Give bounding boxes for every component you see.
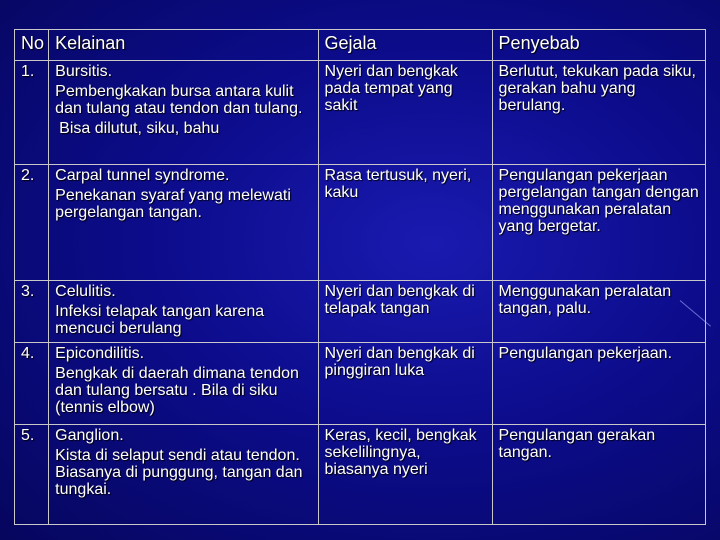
kelainan-title: Celulitis.	[55, 283, 116, 300]
row-number: 1.	[15, 61, 49, 165]
table-row	[15, 165, 706, 281]
header-gejala: Gejala	[318, 30, 492, 61]
kelainan-cell	[49, 343, 318, 425]
header-kelainan: Kelainan	[49, 30, 318, 61]
row-number: 3.	[15, 281, 49, 343]
penyebab-cell: Berlutut, tekukan pada siku, gerakan bahu yang berulang.	[492, 61, 705, 165]
kelainan-desc: Infeksi telapak tangan karena mencuci berulang	[55, 303, 265, 337]
penyebab-cell: Pengulangan gerakan tangan.	[492, 425, 705, 525]
table-row	[15, 343, 706, 425]
kelainan-cell	[49, 165, 318, 281]
row-number: 4.	[15, 343, 49, 425]
kelainan-title: Carpal tunnel syndrome.	[55, 167, 230, 184]
kelainan-desc: Bengkak di daerah dimana tendon dan tulang bersatu . Bila di siku (tennis elbow)	[55, 365, 299, 416]
table-row	[15, 425, 706, 525]
kelainan-title: Bursitis.	[55, 63, 113, 80]
gejala-cell: Nyeri dan bengkak pada tempat yang sakit	[318, 61, 492, 165]
gejala-cell: Rasa tertusuk, nyeri, kaku	[318, 165, 492, 281]
gejala-cell: Nyeri dan bengkak di pinggiran luka	[318, 343, 492, 425]
row-number: 2.	[15, 165, 49, 281]
gejala-cell: Keras, kecil, bengkak sekelilingnya, biasanya nyeri	[318, 425, 492, 525]
row-number: 5.	[15, 425, 49, 525]
header-penyebab: Penyebab	[492, 30, 705, 61]
table-row	[15, 281, 706, 343]
header-no: No	[15, 30, 49, 61]
kelainan-desc: Penekanan syaraf yang melewati pergelangan tangan.	[55, 187, 291, 221]
disorders-table	[14, 29, 706, 525]
gejala-cell: Nyeri dan bengkak di telapak tangan	[318, 281, 492, 343]
penyebab-cell: Menggunakan peralatan tangan, palu.	[492, 281, 705, 343]
kelainan-desc: Kista di selaput sendi atau tendon.	[55, 447, 300, 464]
table-row	[15, 61, 706, 165]
penyebab-cell: Pengulangan pekerjaan.	[492, 343, 705, 425]
kelainan-title: Ganglion.	[55, 427, 124, 444]
kelainan-extra: Biasanya di punggung, tangan dan tungkai.	[55, 464, 303, 498]
kelainan-title: Epicondilitis.	[55, 345, 145, 362]
penyebab-cell: Pengulangan pekerjaan pergelangan tangan dengan menggunakan peralatan yang bergetar.	[492, 165, 705, 281]
kelainan-desc: Pembengkakan bursa antara kulit dan tulang atau tendon dan tulang.	[55, 83, 303, 117]
table-header-row	[15, 30, 706, 61]
kelainan-cell	[49, 425, 318, 525]
kelainan-extra: Bisa dilutut, siku, bahu	[59, 120, 220, 137]
kelainan-cell	[49, 61, 318, 165]
kelainan-cell	[49, 281, 318, 343]
